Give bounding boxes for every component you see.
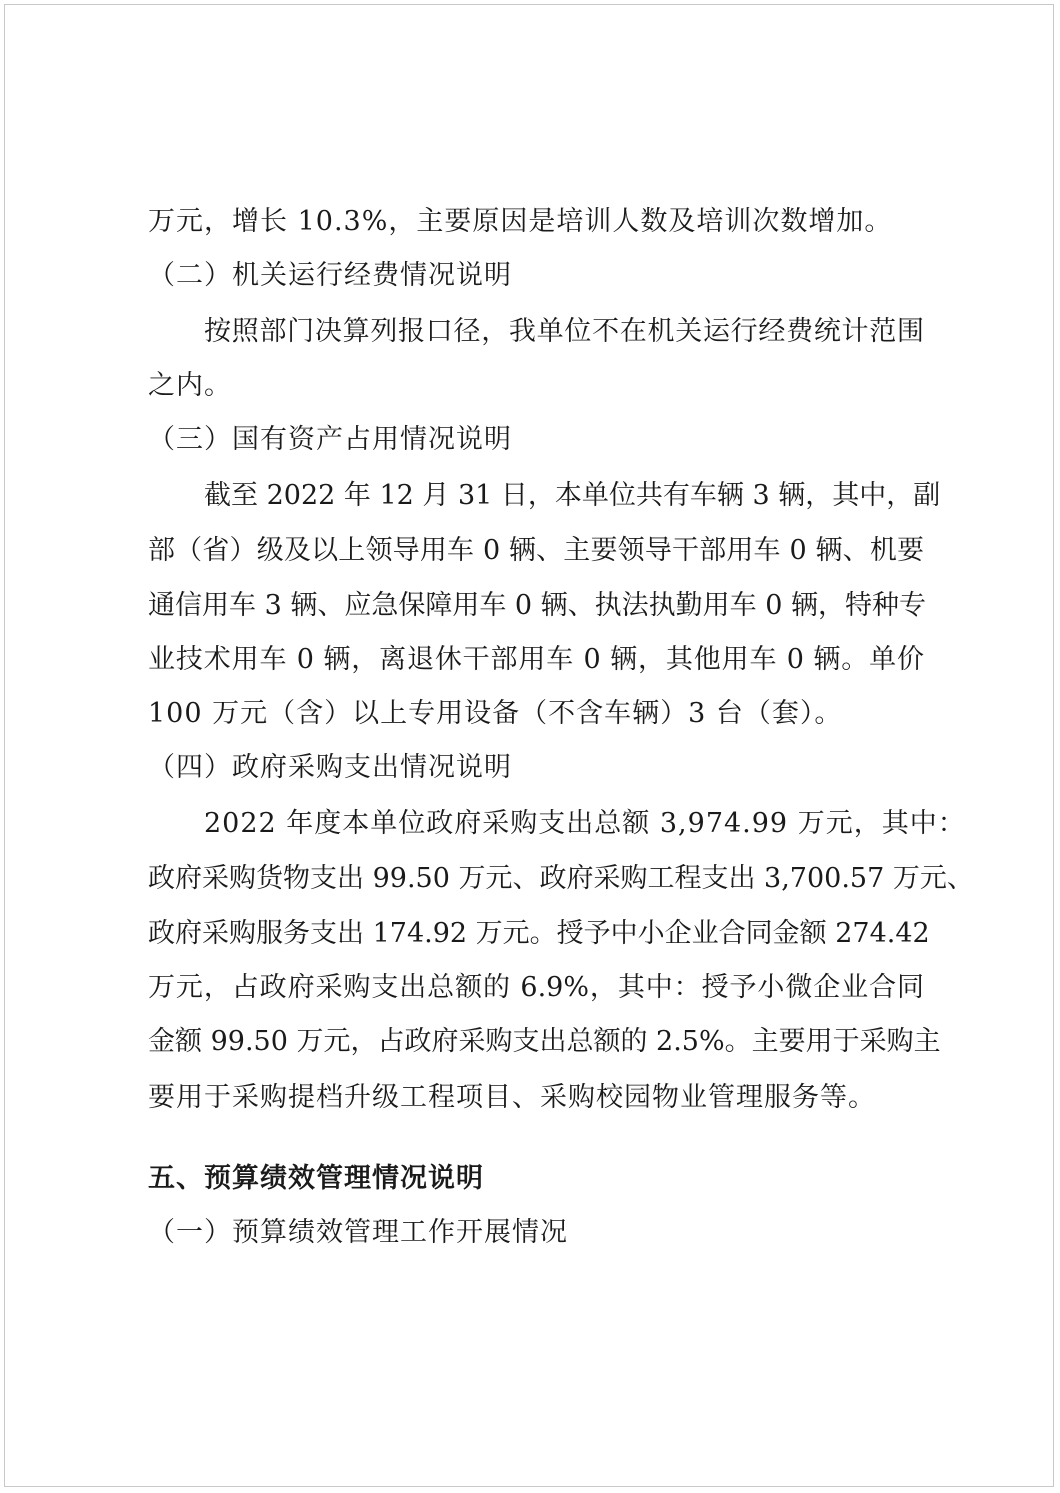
paragraph-line: 按照部门决算列报口径，我单位不在机关运行经费统计范围 bbox=[204, 316, 924, 347]
paragraph-line: 政府采购货物支出 99.50 万元、政府采购工程支出 3,700.57 万元、 bbox=[148, 863, 974, 894]
paragraph-line: 要用于采购提档升级工程项目、采购校园物业管理服务等。 bbox=[148, 1082, 876, 1113]
subsection-heading-3: （三）国有资产占用情况说明 bbox=[148, 424, 512, 455]
section-heading-5: 五、预算绩效管理情况说明 bbox=[148, 1163, 484, 1194]
paragraph-line: 部（省）级及以上领导用车 0 辆、主要领导干部用车 0 辆、机要 bbox=[148, 535, 924, 566]
subsection-heading-5-1: （一）预算绩效管理工作开展情况 bbox=[148, 1217, 568, 1248]
page bbox=[4, 4, 1054, 1487]
paragraph-line: 2022 年度本单位政府采购支出总额 3,974.99 万元，其中： bbox=[204, 808, 966, 839]
paragraph-line: 金额 99.50 万元，占政府采购支出总额的 2.5%。主要用于采购主 bbox=[148, 1026, 941, 1057]
paragraph-line: 万元，占政府采购支出总额的 6.9%，其中：授予小微企业合同 bbox=[148, 972, 924, 1003]
paragraph-line: 之内。 bbox=[148, 370, 232, 401]
subsection-heading-2: （二）机关运行经费情况说明 bbox=[148, 260, 512, 291]
paragraph-line: 万元，增长 10.3%，主要原因是培训人数及培训次数增加。 bbox=[148, 206, 893, 237]
paragraph-line: 截至 2022 年 12 月 31 日，本单位共有车辆 3 辆，其中，副 bbox=[204, 480, 941, 511]
paragraph-line: 100 万元（含）以上专用设备（不含车辆）3 台（套）。 bbox=[148, 698, 843, 729]
paragraph-line: 政府采购服务支出 174.92 万元。授予中小企业合同金额 274.42 bbox=[148, 918, 930, 949]
paragraph-line: 业技术用车 0 辆，离退休干部用车 0 辆，其他用车 0 辆。单价 bbox=[148, 644, 924, 675]
subsection-heading-4: （四）政府采购支出情况说明 bbox=[148, 752, 512, 783]
paragraph-line: 通信用车 3 辆、应急保障用车 0 辆、执法执勤用车 0 辆，特种专 bbox=[148, 590, 927, 621]
